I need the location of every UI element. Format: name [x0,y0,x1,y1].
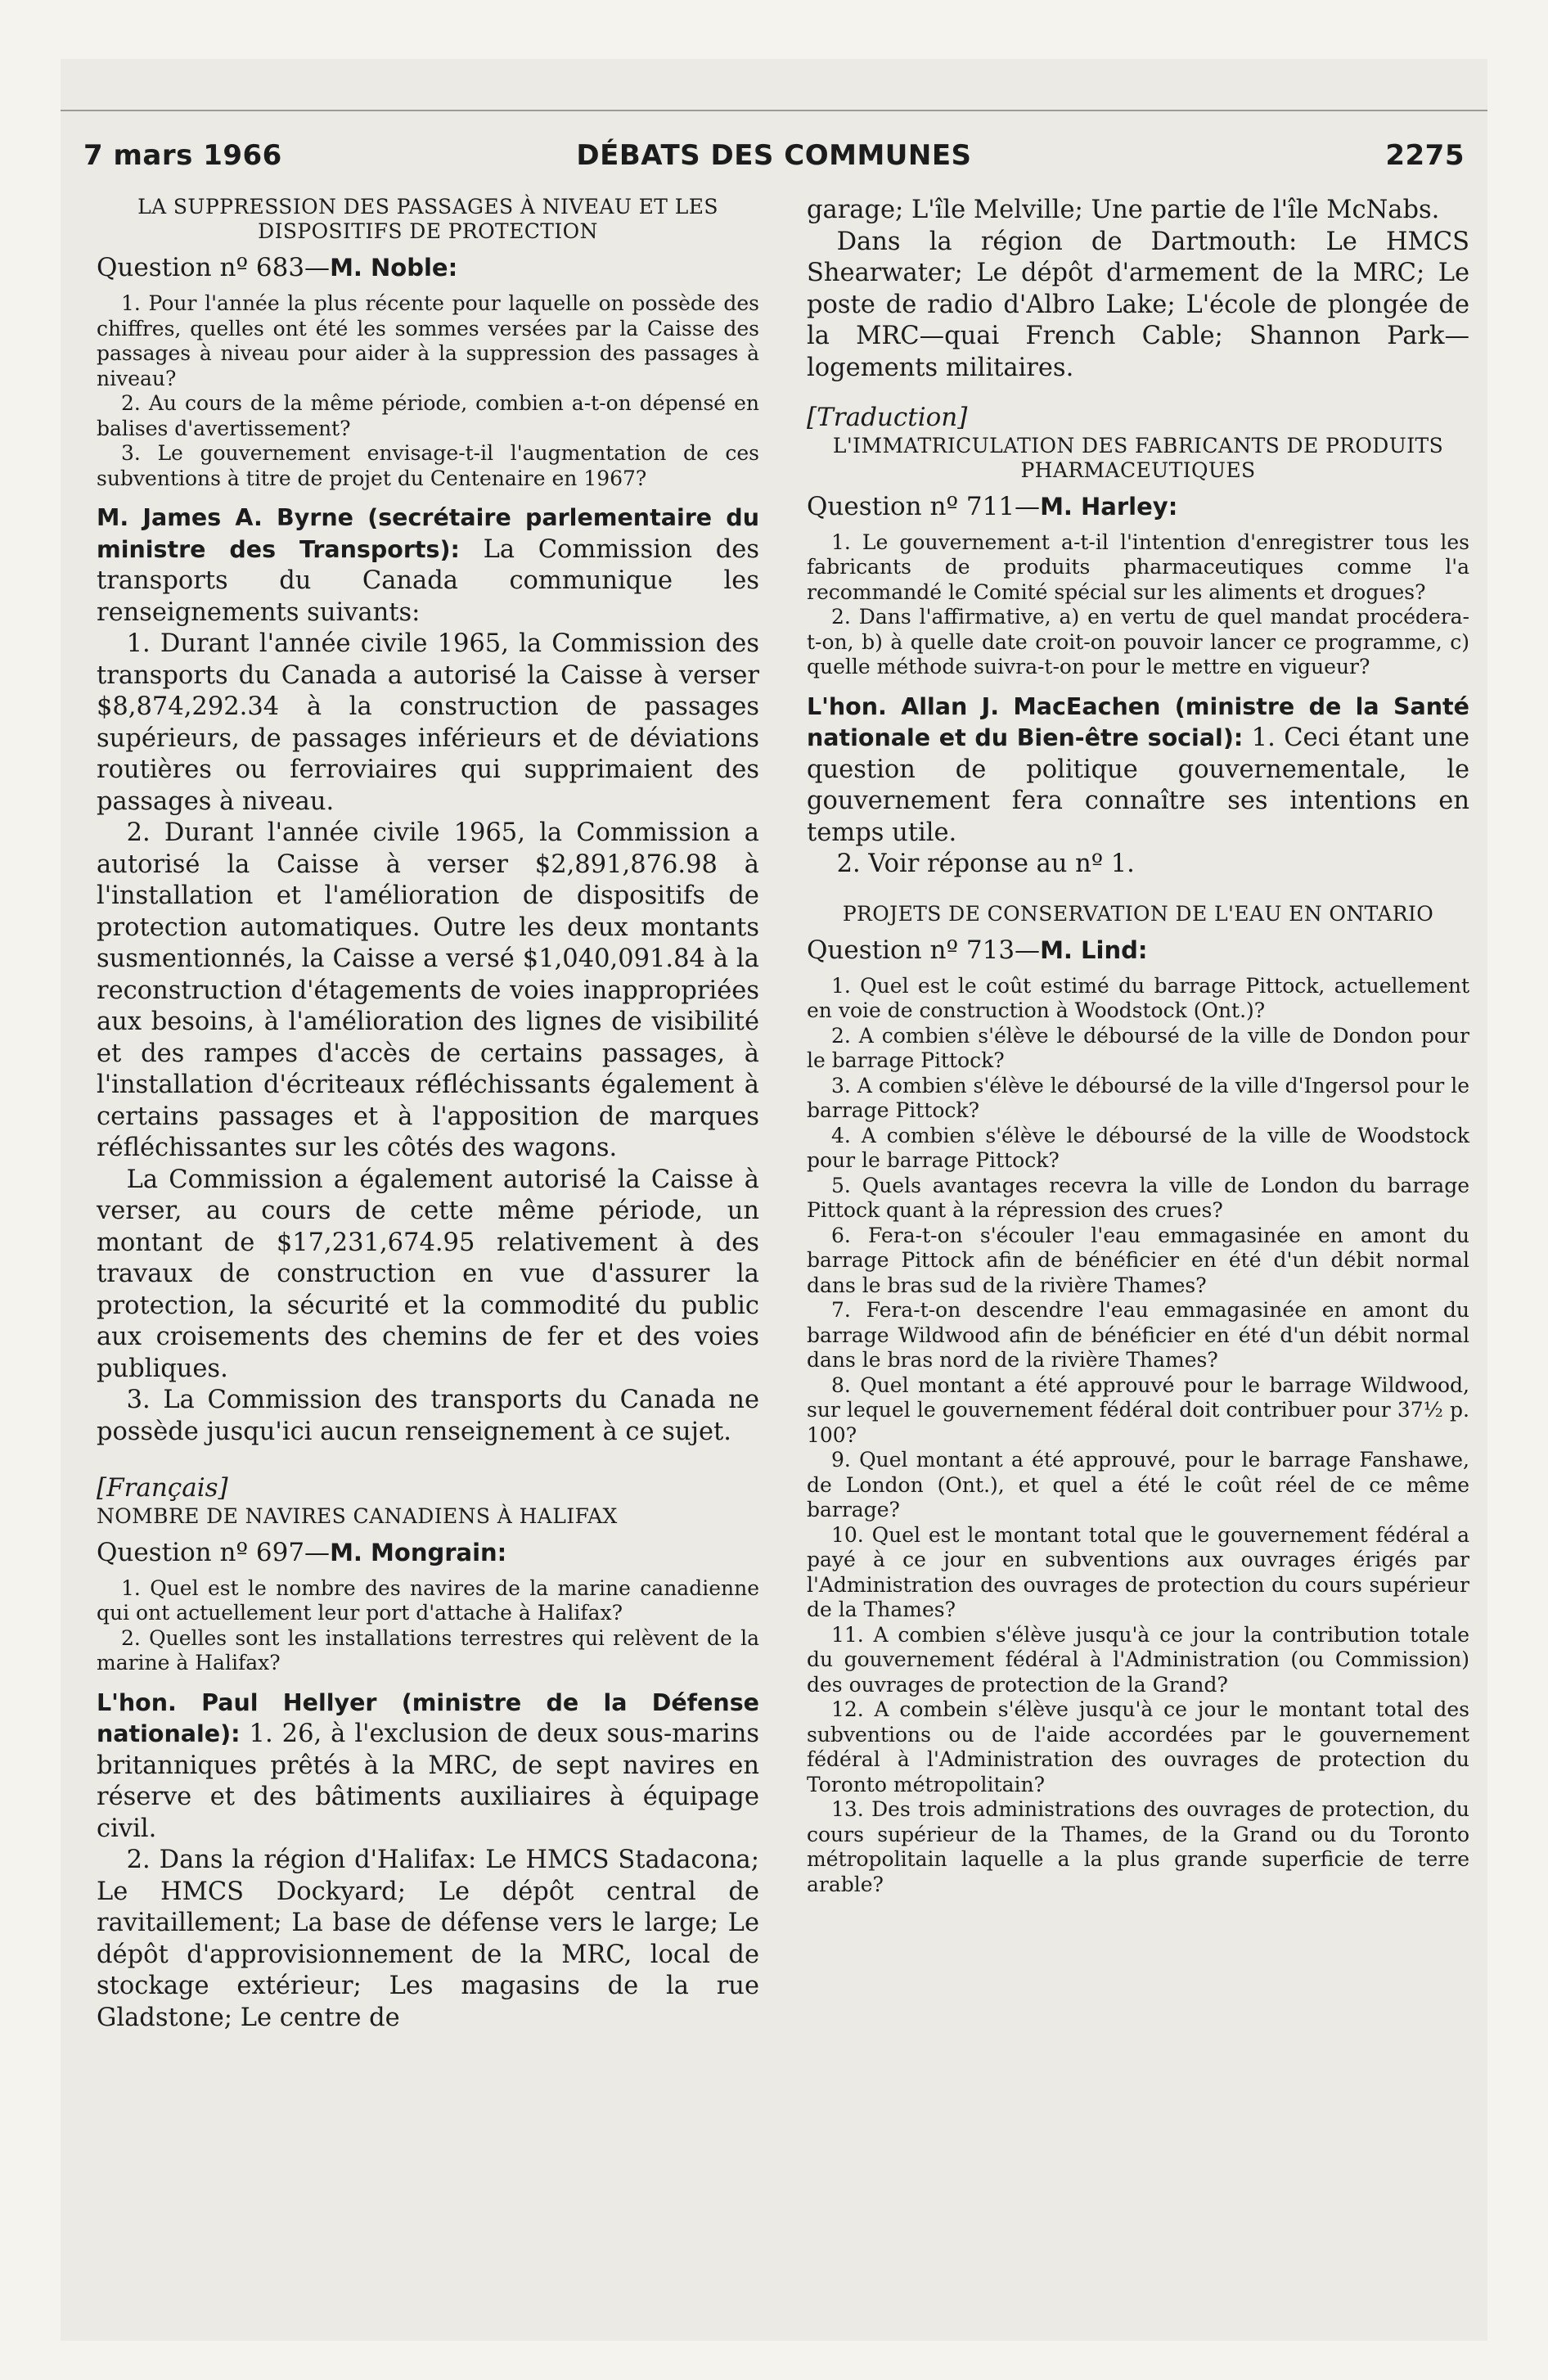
question-member: M. Harley: [1040,492,1178,521]
speaker-text: 1. 26, à l'exclusion de deux sous-marins britanniques prêtés à la MRC, de sept navires en réserve et des bâtiments auxiliaires à équipage civil. [97,1720,759,1843]
question-item: 5. Quels avantages recevra la ville de London du barrage Pittock quant à la répression des crues? [807,1173,1469,1222]
section-heading-water: PROJETS DE CONSERVATION DE L'EAU EN ONTARIO [842,901,1434,926]
answer-intro [97,1688,759,1846]
question-prefix: Question nº 683— [97,253,331,282]
question-prefix: Question nº 697— [97,1537,331,1567]
question-item: 2. Quelles sont les installations terrestres qui relèvent de la marine à Halifax? [97,1625,759,1675]
section-heading-crossings: LA SUPPRESSION DES PASSAGES À NIVEAU ET LES DISPOSITIFS DE PROTECTION [137,195,718,243]
header-title: DÉBATS DES COMMUNES [576,139,972,172]
question-item: 1. Pour l'année la plus récente pour laquelle on possède des chiffres, quelles ont été les sommes versées par la Caisse des passages à niveau pour aider à la suppression des passages à niveau? [97,291,759,390]
left-column [97,195,759,2034]
question-item: 2. Dans l'affirmative, a) en vertu de quel mandat procédera-t-on, b) à quelle date croit-on pouvoir lancer ce programme, c) quelle méthode suivra-t-on pour le mettre en vigueur? [807,605,1469,678]
question-item: 4. A combien s'élève le déboursé de la ville de Woodstock pour le barrage Pittock? [807,1123,1469,1172]
question-item: 11. A combien s'élève jusqu'à ce jour la contribution totale du gouvernement fédéral à l'Administration (ou Commission) des ouvrages de protection de la Grand? [807,1622,1469,1697]
continued-paragraph: garage; L'île Melville; Une partie de l'île McNabs. [807,196,1440,224]
question-item: 1. Quel est le nombre des navires de la marine canadienne qui ont actuellement leur port d'attache à Halifax? [97,1575,759,1625]
answer-intro [97,503,759,629]
answer-paragraph: 1. Durant l'année civile 1965, la Commission des transports du Canada a autorisé la Caisse à verser $8,874,292.34 à la construction de passages supérieurs, de passages inférieurs et de déviations routières ou ferroviaires qui supprimaient des passages à niveau. [97,629,759,816]
question-item: 3. A combien s'élève le déboursé de la ville d'Ingersol pour le barrage Pittock? [807,1073,1469,1122]
question-713 [807,935,1469,966]
answer-paragraph: 2. Voir réponse au nº 1. [836,850,1135,878]
question-item: 9. Quel montant a été approuvé, pour le barrage Fanshawe, de London (Ont.), et quel a été le coût réel de ce même barrage? [807,1448,1469,1521]
question-item: 6. Fera-t-on s'écouler l'eau emmagasinée en amont du barrage Pittock afin de bénéficier en été d'un débit normal dans le bras sud de la rivière Thames? [807,1223,1469,1297]
section-heading-pharma: L'IMMATRICULATION DES FABRICANTS DE PRODUITS PHARMACEUTIQUES [832,433,1444,482]
question-item: 12. A combein s'élève jusqu'à ce jour le montant total des subventions ou de l'aide accordées par le gouvernement fédéral à l'Administration des ouvrages de protection du Toronto métropolitain? [807,1697,1469,1796]
question-697 [97,1537,759,1568]
continued-paragraph: Dans la région de Dartmouth: Le HMCS Shearwater; Le dépôt d'armement de la MRC; Le poste de radio d'Albro Lake; L'école de plongée de la MRC—quai French Cable; Shannon Park—logements militaires. [807,227,1469,382]
speaker-name: M. James A. Byrne (secrétaire parlementaire du ministre des Transports): [97,504,759,563]
page-header [83,139,1465,180]
question-item: 13. Des trois administrations des ouvrages de protection, du cours supérieur de la Thames, de la Grand ou du Toronto métropolitain laquelle a la plus grande superficie de terre arable? [807,1797,1469,1896]
question-item: 1. Le gouvernement a-t-il l'intention d'enregistrer tous les fabricants de produits pharmaceutiques comme l'a recommandé le Comité spécial sur les aliments et drogues? [807,530,1469,604]
section-heading-halifax: NOMBRE DE NAVIRES CANADIENS À HALIFAX [97,1503,618,1528]
speaker-name: L'hon. Paul Hellyer (ministre de la Défense nationale): [97,1688,759,1747]
question-711 [807,491,1469,522]
question-item: 10. Quel est le montant total que le gouvernement fédéral a payé à ce jour en subventions aux ouvrages érigés par l'Administration des ouvrages de protection du cours supérieur de la Thames? [807,1522,1469,1621]
question-member: M. Lind: [1040,935,1148,964]
answer-paragraph: La Commission a également autorisé la Caisse à verser, au cours de cette même période, un montant de $17,231,674.95 relativement à des travaux de construction en vue d'assurer la protection, la sécurité et la commodité du public aux croisements des chemins de fer et des voies publiques. [97,1165,759,1383]
language-marker: [Traduction] [807,403,968,432]
question-item: 3. Le gouvernement envisage-t-il l'augmentation de ces subventions à titre de projet du Centenaire en 1967? [97,441,759,490]
top-rule [61,110,1487,111]
question-item: 2. Au cours de la même période, combien a-t-on dépensé en balises d'avertissement? [97,391,759,440]
speaker-text: 1. Ceci étant une question de politique gouvernementale, le gouvernement fera connaître ses intentions en temps utile. [807,723,1469,847]
right-column [807,195,1469,1897]
page-scan [61,59,1487,2341]
speaker-name: L'hon. Allan J. MacEachen (ministre de la Santé nationale et du Bien-être social): [807,692,1469,751]
header-date: 7 mars 1966 [83,139,282,172]
answer-paragraph: 2. Durant l'année civile 1965, la Commission a autorisé la Caisse à verser $2,891,876.98 à l'installation et l'amélioration de dispositifs de protection automatiques. Outre les deux montants susmentionnés, la Caisse a versé $1,040,091.84 à la reconstruction d'étagements de voies inappropriées aux besoins, à l'amélioration des lignes de visibilité et des rampes d'accès de certains passages, à l'installation d'écriteaux réfléchissants également à certains passages et à l'apposition de marques réfléchissantes sur les côtés des wagons. [97,818,759,1162]
answer-paragraph: 3. La Commission des transports du Canada ne possède jusqu'ici aucun renseignement à ce sujet. [97,1386,759,1446]
question-item: 1. Quel est le coût estimé du barrage Pittock, actuellement en voie de construction à Woodstock (Ont.)? [807,973,1469,1022]
question-member: M. Mongrain: [330,1538,507,1566]
speaker-text: La Commission des transports du Canada communique les renseignements suivants: [97,534,759,627]
page-number: 2275 [1385,139,1465,172]
answer-paragraph: 2. Dans la région d'Halifax: Le HMCS Stadacona; Le HMCS Dockyard; Le dépôt central de ravitaillement; La base de défense vers le large; Le dépôt d'approvisionnement de la MRC, local de stockage extérieur; Les magasins de la rue Gladstone; Le centre de [97,1846,759,2032]
question-member: M. Noble: [330,254,458,282]
question-item: 8. Quel montant a été approuvé pour le barrage Wildwood, sur lequel le gouvernement fédéral doit contribuer pour 37½ p. 100? [807,1373,1469,1447]
question-item: 7. Fera-t-on descendre l'eau emmagasinée en amont du barrage Wildwood afin de bénéficier en été d'un débit normal dans le bras nord de la rivière Thames? [807,1298,1469,1372]
question-item: 2. A combien s'élève le déboursé de la ville de Dondon pour le barrage Pittock? [807,1023,1469,1072]
answer-intro [807,692,1469,850]
question-prefix: Question nº 711— [807,491,1041,521]
question-683 [97,252,759,283]
question-prefix: Question nº 713— [807,935,1041,965]
language-marker: [Français] [97,1473,228,1503]
